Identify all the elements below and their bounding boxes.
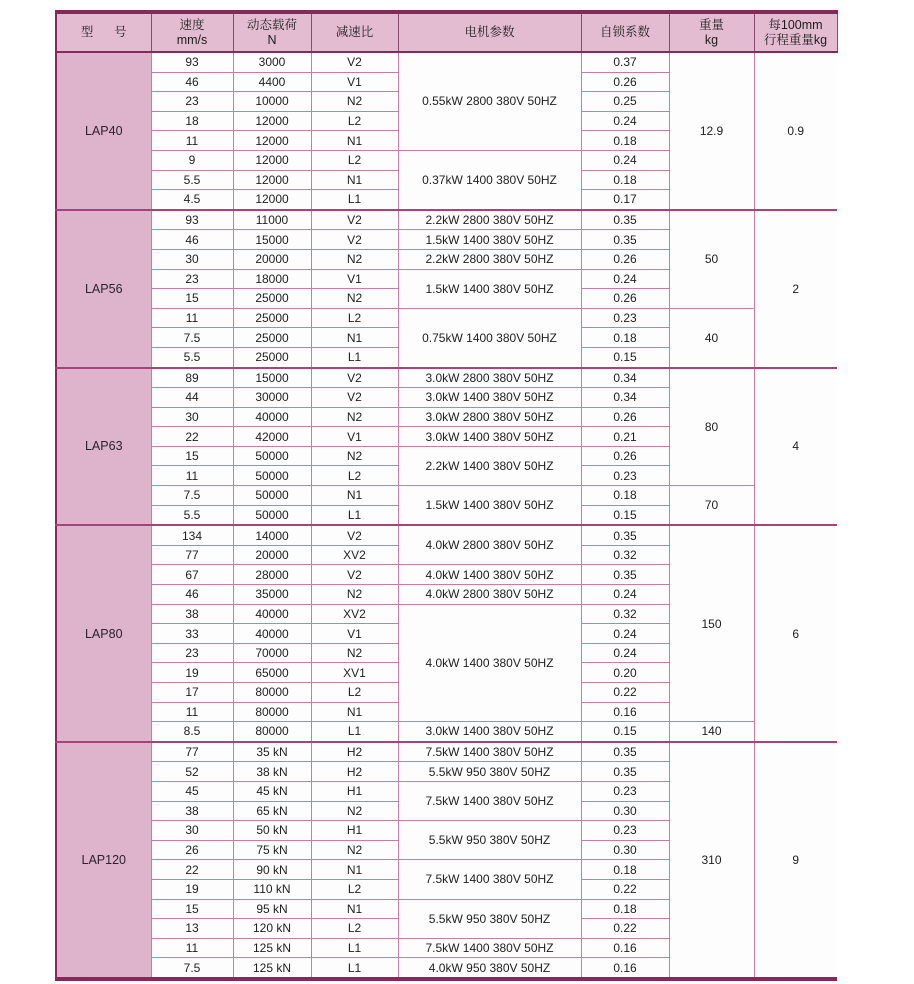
reduction-ratio-cell: L2 bbox=[311, 919, 398, 939]
reduction-ratio-cell: V2 bbox=[311, 565, 398, 585]
speed-cell: 17 bbox=[151, 683, 233, 703]
motor-params-cell: 7.5kW 1400 380V 50HZ bbox=[398, 781, 581, 820]
motor-params-cell: 5.5kW 950 380V 50HZ bbox=[398, 899, 581, 938]
self-lock-coefficient-cell: 0.24 bbox=[581, 624, 669, 644]
speed-cell: 8.5 bbox=[151, 722, 233, 742]
self-lock-coefficient-cell: 0.24 bbox=[581, 150, 669, 170]
speed-cell: 44 bbox=[151, 388, 233, 408]
speed-cell: 11 bbox=[151, 308, 233, 328]
reduction-ratio-cell: XV1 bbox=[311, 663, 398, 683]
speed-cell: 33 bbox=[151, 624, 233, 644]
reduction-ratio-cell: N1 bbox=[311, 702, 398, 722]
speed-cell: 77 bbox=[151, 545, 233, 565]
actuator-spec-table bbox=[55, 10, 838, 981]
motor-params-cell: 7.5kW 1400 380V 50HZ bbox=[398, 742, 581, 762]
speed-cell: 134 bbox=[151, 525, 233, 545]
stroke-weight-cell: 0.9 bbox=[754, 52, 837, 210]
self-lock-coefficient-cell: 0.15 bbox=[581, 505, 669, 525]
self-lock-coefficient-cell: 0.34 bbox=[581, 388, 669, 408]
self-lock-coefficient-cell: 0.35 bbox=[581, 762, 669, 782]
self-lock-coefficient-cell: 0.16 bbox=[581, 958, 669, 979]
header-row bbox=[56, 12, 837, 52]
motor-params-cell: 7.5kW 1400 380V 50HZ bbox=[398, 860, 581, 899]
speed-cell: 5.5 bbox=[151, 347, 233, 367]
dynamic-load-cell: 50 kN bbox=[233, 821, 311, 841]
speed-cell: 30 bbox=[151, 249, 233, 269]
dynamic-load-cell: 80000 bbox=[233, 722, 311, 742]
dynamic-load-cell: 12000 bbox=[233, 150, 311, 170]
reduction-ratio-cell: N1 bbox=[311, 486, 398, 506]
weight-cell: 150 bbox=[669, 525, 754, 721]
speed-cell: 67 bbox=[151, 565, 233, 585]
dynamic-load-cell: 12000 bbox=[233, 190, 311, 210]
speed-cell: 23 bbox=[151, 269, 233, 289]
dynamic-load-cell: 25000 bbox=[233, 289, 311, 309]
column-header-load: 动态载荷 N bbox=[233, 12, 311, 52]
reduction-ratio-cell: N1 bbox=[311, 328, 398, 348]
reduction-ratio-cell: N2 bbox=[311, 446, 398, 466]
motor-params-cell: 5.5kW 950 380V 50HZ bbox=[398, 762, 581, 782]
dynamic-load-cell: 40000 bbox=[233, 407, 311, 427]
reduction-ratio-cell: L2 bbox=[311, 683, 398, 703]
speed-cell: 46 bbox=[151, 72, 233, 92]
dynamic-load-cell: 18000 bbox=[233, 269, 311, 289]
dynamic-load-cell: 110 kN bbox=[233, 879, 311, 899]
self-lock-coefficient-cell: 0.24 bbox=[581, 585, 669, 605]
self-lock-coefficient-cell: 0.18 bbox=[581, 170, 669, 190]
motor-params-cell: 4.0kW 1400 380V 50HZ bbox=[398, 604, 581, 722]
dynamic-load-cell: 50000 bbox=[233, 466, 311, 486]
speed-cell: 11 bbox=[151, 702, 233, 722]
self-lock-coefficient-cell: 0.35 bbox=[581, 230, 669, 250]
reduction-ratio-cell: L1 bbox=[311, 722, 398, 742]
self-lock-coefficient-cell: 0.18 bbox=[581, 131, 669, 151]
reduction-ratio-cell: H2 bbox=[311, 762, 398, 782]
motor-params-cell: 4.0kW 2800 380V 50HZ bbox=[398, 585, 581, 605]
self-lock-coefficient-cell: 0.16 bbox=[581, 938, 669, 958]
dynamic-load-cell: 40000 bbox=[233, 624, 311, 644]
self-lock-coefficient-cell: 0.17 bbox=[581, 190, 669, 210]
reduction-ratio-cell: N2 bbox=[311, 643, 398, 663]
weight-cell: 40 bbox=[669, 308, 754, 367]
self-lock-coefficient-cell: 0.23 bbox=[581, 781, 669, 801]
table-row bbox=[56, 210, 837, 230]
self-lock-coefficient-cell: 0.16 bbox=[581, 702, 669, 722]
dynamic-load-cell: 11000 bbox=[233, 210, 311, 230]
self-lock-coefficient-cell: 0.30 bbox=[581, 801, 669, 821]
reduction-ratio-cell: XV2 bbox=[311, 604, 398, 624]
reduction-ratio-cell: N2 bbox=[311, 585, 398, 605]
dynamic-load-cell: 75 kN bbox=[233, 840, 311, 860]
reduction-ratio-cell: H1 bbox=[311, 821, 398, 841]
motor-params-cell: 0.75kW 1400 380V 50HZ bbox=[398, 308, 581, 367]
reduction-ratio-cell: H2 bbox=[311, 742, 398, 762]
self-lock-coefficient-cell: 0.18 bbox=[581, 328, 669, 348]
dynamic-load-cell: 3000 bbox=[233, 52, 311, 72]
table-row bbox=[56, 308, 837, 328]
dynamic-load-cell: 80000 bbox=[233, 683, 311, 703]
dynamic-load-cell: 14000 bbox=[233, 525, 311, 545]
self-lock-coefficient-cell: 0.35 bbox=[581, 565, 669, 585]
dynamic-load-cell: 95 kN bbox=[233, 899, 311, 919]
dynamic-load-cell: 20000 bbox=[233, 249, 311, 269]
dynamic-load-cell: 80000 bbox=[233, 702, 311, 722]
reduction-ratio-cell: N2 bbox=[311, 407, 398, 427]
speed-cell: 7.5 bbox=[151, 958, 233, 979]
weight-cell: 80 bbox=[669, 368, 754, 486]
reduction-ratio-cell: N2 bbox=[311, 840, 398, 860]
speed-cell: 5.5 bbox=[151, 170, 233, 190]
dynamic-load-cell: 50000 bbox=[233, 486, 311, 506]
self-lock-coefficient-cell: 0.23 bbox=[581, 308, 669, 328]
self-lock-coefficient-cell: 0.15 bbox=[581, 347, 669, 367]
self-lock-coefficient-cell: 0.23 bbox=[581, 466, 669, 486]
speed-cell: 23 bbox=[151, 92, 233, 112]
table-row bbox=[56, 722, 837, 742]
self-lock-coefficient-cell: 0.24 bbox=[581, 111, 669, 131]
table-row bbox=[56, 525, 837, 545]
model-cell: LAP120 bbox=[56, 742, 151, 979]
speed-cell: 15 bbox=[151, 446, 233, 466]
reduction-ratio-cell: N1 bbox=[311, 170, 398, 190]
self-lock-coefficient-cell: 0.26 bbox=[581, 289, 669, 309]
self-lock-coefficient-cell: 0.18 bbox=[581, 899, 669, 919]
reduction-ratio-cell: V2 bbox=[311, 388, 398, 408]
reduction-ratio-cell: V2 bbox=[311, 210, 398, 230]
model-cell: LAP56 bbox=[56, 210, 151, 368]
self-lock-coefficient-cell: 0.26 bbox=[581, 446, 669, 466]
motor-params-cell: 1.5kW 1400 380V 50HZ bbox=[398, 486, 581, 526]
dynamic-load-cell: 65 kN bbox=[233, 801, 311, 821]
weight-cell: 12.9 bbox=[669, 52, 754, 210]
speed-cell: 38 bbox=[151, 604, 233, 624]
dynamic-load-cell: 12000 bbox=[233, 111, 311, 131]
self-lock-coefficient-cell: 0.15 bbox=[581, 722, 669, 742]
dynamic-load-cell: 35000 bbox=[233, 585, 311, 605]
dynamic-load-cell: 38 kN bbox=[233, 762, 311, 782]
reduction-ratio-cell: N2 bbox=[311, 801, 398, 821]
speed-cell: 30 bbox=[151, 407, 233, 427]
speed-cell: 77 bbox=[151, 742, 233, 762]
motor-params-cell: 3.0kW 1400 380V 50HZ bbox=[398, 388, 581, 408]
dynamic-load-cell: 10000 bbox=[233, 92, 311, 112]
speed-cell: 5.5 bbox=[151, 505, 233, 525]
dynamic-load-cell: 42000 bbox=[233, 427, 311, 447]
table-body bbox=[56, 52, 837, 979]
motor-params-cell: 0.37kW 1400 380V 50HZ bbox=[398, 150, 581, 209]
motor-params-cell: 3.0kW 2800 380V 50HZ bbox=[398, 368, 581, 388]
motor-params-cell: 2.2kW 2800 380V 50HZ bbox=[398, 210, 581, 230]
weight-cell: 140 bbox=[669, 722, 754, 742]
self-lock-coefficient-cell: 0.26 bbox=[581, 72, 669, 92]
dynamic-load-cell: 65000 bbox=[233, 663, 311, 683]
weight-cell: 50 bbox=[669, 210, 754, 308]
speed-cell: 89 bbox=[151, 368, 233, 388]
reduction-ratio-cell: L1 bbox=[311, 505, 398, 525]
motor-params-cell: 2.2kW 2800 380V 50HZ bbox=[398, 249, 581, 269]
table-row bbox=[56, 52, 837, 72]
dynamic-load-cell: 40000 bbox=[233, 604, 311, 624]
model-cell: LAP63 bbox=[56, 368, 151, 526]
model-cell: LAP80 bbox=[56, 525, 151, 742]
dynamic-load-cell: 70000 bbox=[233, 643, 311, 663]
motor-params-cell: 0.55kW 2800 380V 50HZ bbox=[398, 52, 581, 150]
motor-params-cell: 2.2kW 1400 380V 50HZ bbox=[398, 446, 581, 485]
self-lock-coefficient-cell: 0.25 bbox=[581, 92, 669, 112]
dynamic-load-cell: 4400 bbox=[233, 72, 311, 92]
self-lock-coefficient-cell: 0.30 bbox=[581, 840, 669, 860]
dynamic-load-cell: 50000 bbox=[233, 505, 311, 525]
self-lock-coefficient-cell: 0.35 bbox=[581, 525, 669, 545]
speed-cell: 7.5 bbox=[151, 486, 233, 506]
reduction-ratio-cell: V2 bbox=[311, 230, 398, 250]
reduction-ratio-cell: L2 bbox=[311, 879, 398, 899]
self-lock-coefficient-cell: 0.26 bbox=[581, 249, 669, 269]
speed-cell: 52 bbox=[151, 762, 233, 782]
column-header-model: 型 号 bbox=[56, 12, 151, 52]
reduction-ratio-cell: L2 bbox=[311, 466, 398, 486]
reduction-ratio-cell: N2 bbox=[311, 249, 398, 269]
reduction-ratio-cell: V1 bbox=[311, 269, 398, 289]
dynamic-load-cell: 28000 bbox=[233, 565, 311, 585]
column-header-ratio: 减速比 bbox=[311, 12, 398, 52]
motor-params-cell: 4.0kW 950 380V 50HZ bbox=[398, 958, 581, 979]
self-lock-coefficient-cell: 0.21 bbox=[581, 427, 669, 447]
stroke-weight-cell: 4 bbox=[754, 368, 837, 526]
self-lock-coefficient-cell: 0.34 bbox=[581, 368, 669, 388]
dynamic-load-cell: 20000 bbox=[233, 545, 311, 565]
reduction-ratio-cell: L2 bbox=[311, 111, 398, 131]
speed-cell: 19 bbox=[151, 663, 233, 683]
reduction-ratio-cell: L2 bbox=[311, 150, 398, 170]
stroke-weight-cell: 9 bbox=[754, 742, 837, 979]
reduction-ratio-cell: N1 bbox=[311, 860, 398, 880]
motor-params-cell: 3.0kW 2800 380V 50HZ bbox=[398, 407, 581, 427]
motor-params-cell: 3.0kW 1400 380V 50HZ bbox=[398, 722, 581, 742]
self-lock-coefficient-cell: 0.22 bbox=[581, 683, 669, 703]
self-lock-coefficient-cell: 0.35 bbox=[581, 742, 669, 762]
column-header-motor: 电机参数 bbox=[398, 12, 581, 52]
speed-cell: 11 bbox=[151, 466, 233, 486]
table-row bbox=[56, 742, 837, 762]
self-lock-coefficient-cell: 0.24 bbox=[581, 643, 669, 663]
speed-cell: 46 bbox=[151, 585, 233, 605]
reduction-ratio-cell: L1 bbox=[311, 347, 398, 367]
column-header-speed: 速度 mm/s bbox=[151, 12, 233, 52]
dynamic-load-cell: 90 kN bbox=[233, 860, 311, 880]
speed-cell: 46 bbox=[151, 230, 233, 250]
column-header-weight: 重量 kg bbox=[669, 12, 754, 52]
speed-cell: 23 bbox=[151, 643, 233, 663]
reduction-ratio-cell: L1 bbox=[311, 958, 398, 979]
dynamic-load-cell: 12000 bbox=[233, 131, 311, 151]
reduction-ratio-cell: V2 bbox=[311, 525, 398, 545]
speed-cell: 22 bbox=[151, 860, 233, 880]
dynamic-load-cell: 50000 bbox=[233, 446, 311, 466]
speed-cell: 11 bbox=[151, 131, 233, 151]
dynamic-load-cell: 15000 bbox=[233, 368, 311, 388]
column-header-lock: 自锁系数 bbox=[581, 12, 669, 52]
column-header-stroke: 每100mm 行程重量kg bbox=[754, 12, 837, 52]
self-lock-coefficient-cell: 0.22 bbox=[581, 879, 669, 899]
self-lock-coefficient-cell: 0.23 bbox=[581, 821, 669, 841]
motor-params-cell: 3.0kW 1400 380V 50HZ bbox=[398, 427, 581, 447]
speed-cell: 30 bbox=[151, 821, 233, 841]
reduction-ratio-cell: N2 bbox=[311, 289, 398, 309]
speed-cell: 15 bbox=[151, 289, 233, 309]
speed-cell: 9 bbox=[151, 150, 233, 170]
dynamic-load-cell: 15000 bbox=[233, 230, 311, 250]
self-lock-coefficient-cell: 0.32 bbox=[581, 545, 669, 565]
speed-cell: 15 bbox=[151, 899, 233, 919]
dynamic-load-cell: 125 kN bbox=[233, 958, 311, 979]
dynamic-load-cell: 120 kN bbox=[233, 919, 311, 939]
speed-cell: 13 bbox=[151, 919, 233, 939]
dynamic-load-cell: 125 kN bbox=[233, 938, 311, 958]
self-lock-coefficient-cell: 0.37 bbox=[581, 52, 669, 72]
speed-cell: 93 bbox=[151, 210, 233, 230]
self-lock-coefficient-cell: 0.26 bbox=[581, 407, 669, 427]
dynamic-load-cell: 25000 bbox=[233, 308, 311, 328]
speed-cell: 45 bbox=[151, 781, 233, 801]
speed-cell: 93 bbox=[151, 52, 233, 72]
reduction-ratio-cell: N1 bbox=[311, 131, 398, 151]
dynamic-load-cell: 12000 bbox=[233, 170, 311, 190]
reduction-ratio-cell: V2 bbox=[311, 368, 398, 388]
dynamic-load-cell: 25000 bbox=[233, 328, 311, 348]
reduction-ratio-cell: V1 bbox=[311, 624, 398, 644]
speed-cell: 7.5 bbox=[151, 328, 233, 348]
reduction-ratio-cell: V1 bbox=[311, 72, 398, 92]
dynamic-load-cell: 35 kN bbox=[233, 742, 311, 762]
speed-cell: 22 bbox=[151, 427, 233, 447]
speed-cell: 38 bbox=[151, 801, 233, 821]
reduction-ratio-cell: V1 bbox=[311, 427, 398, 447]
table-header bbox=[56, 12, 837, 52]
speed-cell: 19 bbox=[151, 879, 233, 899]
reduction-ratio-cell: L1 bbox=[311, 938, 398, 958]
table-row bbox=[56, 368, 837, 388]
motor-params-cell: 4.0kW 1400 380V 50HZ bbox=[398, 565, 581, 585]
self-lock-coefficient-cell: 0.18 bbox=[581, 860, 669, 880]
table-row bbox=[56, 486, 837, 506]
motor-params-cell: 1.5kW 1400 380V 50HZ bbox=[398, 269, 581, 308]
weight-cell: 310 bbox=[669, 742, 754, 979]
model-cell: LAP40 bbox=[56, 52, 151, 210]
motor-params-cell: 1.5kW 1400 380V 50HZ bbox=[398, 230, 581, 250]
speed-cell: 4.5 bbox=[151, 190, 233, 210]
reduction-ratio-cell: N2 bbox=[311, 92, 398, 112]
speed-cell: 11 bbox=[151, 938, 233, 958]
self-lock-coefficient-cell: 0.35 bbox=[581, 210, 669, 230]
reduction-ratio-cell: L1 bbox=[311, 190, 398, 210]
self-lock-coefficient-cell: 0.24 bbox=[581, 269, 669, 289]
self-lock-coefficient-cell: 0.22 bbox=[581, 919, 669, 939]
motor-params-cell: 5.5kW 950 380V 50HZ bbox=[398, 821, 581, 860]
speed-cell: 26 bbox=[151, 840, 233, 860]
reduction-ratio-cell: V2 bbox=[311, 52, 398, 72]
dynamic-load-cell: 25000 bbox=[233, 347, 311, 367]
reduction-ratio-cell: H1 bbox=[311, 781, 398, 801]
self-lock-coefficient-cell: 0.18 bbox=[581, 486, 669, 506]
reduction-ratio-cell: XV2 bbox=[311, 545, 398, 565]
speed-cell: 18 bbox=[151, 111, 233, 131]
reduction-ratio-cell: N1 bbox=[311, 899, 398, 919]
self-lock-coefficient-cell: 0.20 bbox=[581, 663, 669, 683]
dynamic-load-cell: 45 kN bbox=[233, 781, 311, 801]
dynamic-load-cell: 30000 bbox=[233, 388, 311, 408]
weight-cell: 70 bbox=[669, 486, 754, 526]
reduction-ratio-cell: L2 bbox=[311, 308, 398, 328]
stroke-weight-cell: 2 bbox=[754, 210, 837, 368]
motor-params-cell: 7.5kW 1400 380V 50HZ bbox=[398, 938, 581, 958]
stroke-weight-cell: 6 bbox=[754, 525, 837, 742]
motor-params-cell: 4.0kW 2800 380V 50HZ bbox=[398, 525, 581, 565]
self-lock-coefficient-cell: 0.32 bbox=[581, 604, 669, 624]
